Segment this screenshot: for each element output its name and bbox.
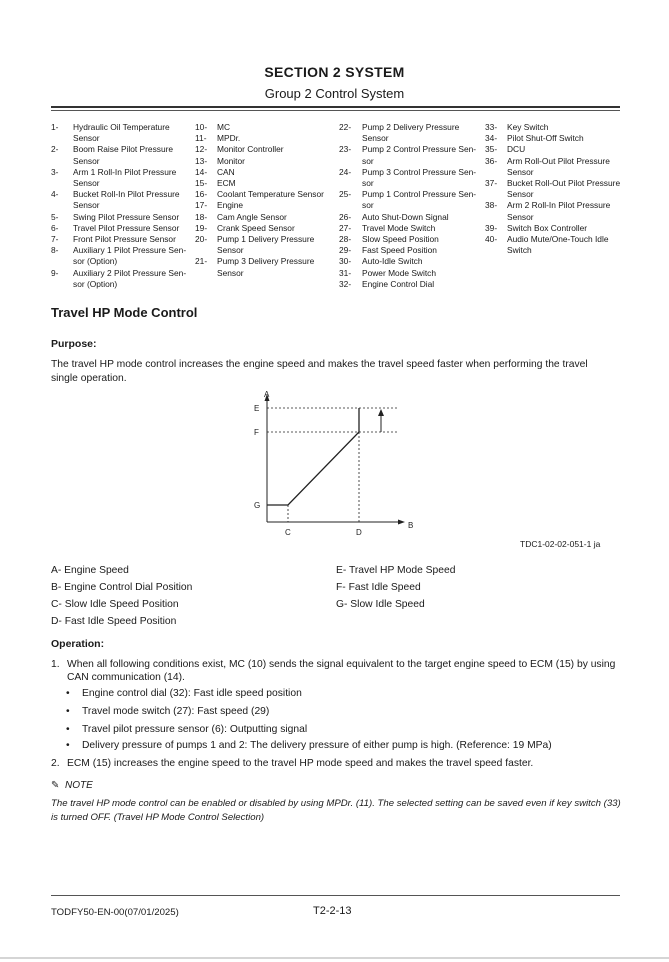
component-number: 22- — [339, 122, 352, 132]
note-text: The travel HP mode control can be enabled or disabled by using MPDr. (11). The selected setting can be saved even if key switch (33) is turned OFF. (Travel HP Mode Control Selection) — [51, 798, 621, 823]
component-number: 36- — [485, 155, 498, 166]
component-label: Auxiliary 1 Pilot Pressure Sen- sor (Option) — [73, 245, 187, 267]
component-number: 15- — [195, 178, 208, 189]
pencil-icon: ✎ — [51, 780, 60, 791]
component-label: Slow Speed Position — [362, 234, 439, 245]
component-number: 24- — [339, 166, 352, 177]
component-column-2 — [195, 122, 335, 279]
component-item — [339, 122, 479, 144]
component-number: 20- — [195, 234, 208, 245]
component-label: Monitor — [217, 155, 245, 166]
component-item — [485, 223, 626, 234]
component-label: Arm Roll-Out Pilot Pressure Sensor — [507, 155, 610, 177]
legend-item: E- Travel HP Mode Speed — [336, 565, 456, 576]
component-item — [195, 234, 335, 256]
component-label: ECM — [217, 178, 236, 189]
component-item — [339, 167, 479, 189]
component-label: Cam Angle Sensor — [217, 211, 287, 222]
note-heading: ✎ NOTE — [51, 780, 93, 791]
component-label: Pump 2 Control Pressure Sen- sor — [362, 144, 477, 166]
purpose-text: The travel HP mode control increases the engine speed and makes the travel speed faster when performing the travel single operation. — [51, 359, 588, 384]
increase-arrow-head — [378, 409, 384, 416]
component-label: Auxiliary 2 Pilot Pressure Sen- sor (Option) — [73, 267, 187, 289]
component-item — [339, 144, 479, 166]
component-label: Power Mode Switch — [362, 267, 437, 278]
component-label: Fast Speed Position — [362, 245, 437, 256]
component-label: Front Pilot Pressure Sensor — [73, 234, 176, 245]
component-item — [485, 144, 626, 155]
label-c: C — [285, 528, 291, 537]
component-item — [195, 256, 335, 278]
operation-label: Operation: — [51, 638, 105, 650]
document-code: TODFY50-EN-00(07/01/2025) — [51, 907, 179, 918]
component-item — [339, 223, 479, 234]
component-number: 7- — [51, 234, 59, 245]
purpose-label: Purpose: — [51, 338, 97, 350]
component-label: Hydraulic Oil Temperature Sensor — [73, 122, 170, 144]
section-title: SECTION 2 SYSTEM — [264, 64, 405, 80]
component-label: Arm 1 Roll-In Pilot Pressure Sensor — [73, 166, 177, 189]
legend-item: B- Engine Control Dial Position — [51, 582, 193, 593]
footer-rule — [51, 895, 620, 896]
component-number: 16- — [195, 189, 208, 200]
component-number: 35- — [485, 144, 498, 155]
component-item — [339, 245, 479, 256]
component-item — [51, 122, 191, 144]
component-number: 10- — [195, 122, 208, 132]
component-number: 9- — [51, 267, 59, 278]
legend-item: C- Slow Idle Speed Position — [51, 599, 179, 610]
component-number: 6- — [51, 222, 59, 233]
component-label: Bucket Roll-Out Pilot Pressure Sensor — [507, 178, 621, 200]
component-label: Travel Mode Switch — [362, 222, 436, 233]
legend-item: D- Fast Idle Speed Position — [51, 616, 177, 627]
component-label: Engine — [217, 200, 244, 211]
component-number: 32- — [339, 278, 352, 289]
header-rule-top — [51, 106, 620, 108]
component-label: Auto-Idle Switch — [362, 256, 423, 267]
component-label: DCU — [507, 144, 526, 155]
component-item — [51, 234, 191, 245]
component-label: MC — [217, 122, 231, 132]
component-item — [485, 156, 626, 178]
component-number: 18- — [195, 211, 208, 222]
label-g: G — [254, 501, 261, 510]
component-number: 8- — [51, 245, 59, 256]
component-label: MPDr. — [217, 133, 241, 144]
legend-item: F- Fast Idle Speed — [336, 582, 421, 593]
label-d: D — [356, 528, 362, 537]
label-b: B — [408, 521, 414, 530]
component-number: 14- — [195, 166, 208, 177]
component-number: 33- — [485, 122, 498, 132]
component-column-1 — [51, 122, 191, 290]
component-number: 2- — [51, 144, 59, 155]
component-item — [195, 133, 335, 144]
component-label: Crank Speed Sensor — [217, 222, 295, 233]
component-number: 28- — [339, 234, 352, 245]
component-column-3 — [339, 122, 479, 290]
component-number: 38- — [485, 200, 498, 211]
component-label: Arm 2 Roll-In Pilot Pressure Sensor — [507, 200, 611, 222]
component-number: 17- — [195, 200, 208, 211]
component-label: Audio Mute/One-Touch Idle Switch — [507, 234, 609, 256]
speed-curve — [267, 408, 359, 505]
component-item — [339, 268, 479, 279]
component-item — [339, 234, 479, 245]
component-item — [339, 279, 479, 290]
component-item — [51, 167, 191, 189]
legend-right — [336, 562, 455, 613]
legend-left — [51, 562, 192, 630]
component-item — [485, 133, 626, 144]
component-item — [339, 189, 479, 211]
condition-bullet: • Engine control dial (32): Fast idle speed position — [66, 688, 302, 699]
step-number: 1. — [51, 659, 60, 670]
component-label: Pump 1 Delivery Pressure Sensor — [217, 234, 315, 256]
component-label: Pump 2 Delivery Pressure Sensor — [362, 122, 460, 144]
component-number: 1- — [51, 122, 59, 132]
engine-speed-diagram — [249, 388, 419, 540]
component-item — [51, 245, 191, 267]
component-label: Engine Control Dial — [362, 278, 435, 289]
component-number: 26- — [339, 211, 352, 222]
component-item — [485, 122, 626, 133]
component-number: 31- — [339, 267, 352, 278]
component-number: 27- — [339, 222, 352, 233]
component-item — [485, 234, 626, 256]
component-item — [195, 178, 335, 189]
component-item — [485, 178, 626, 200]
component-item — [51, 268, 191, 290]
component-item — [51, 189, 191, 211]
component-label: Pump 3 Delivery Pressure Sensor — [217, 256, 315, 278]
component-item — [195, 200, 335, 211]
component-number: 13- — [195, 155, 208, 166]
component-label: Boom Raise Pilot Pressure Sensor — [73, 144, 174, 166]
component-item — [51, 212, 191, 223]
component-number: 39- — [485, 222, 498, 233]
legend-item: A- Engine Speed — [51, 565, 129, 576]
component-number: 19- — [195, 222, 208, 233]
component-item — [195, 212, 335, 223]
component-label: Key Switch — [507, 122, 549, 132]
step-number: 2. — [51, 758, 60, 769]
x-axis-arrow — [398, 520, 405, 525]
component-label: Pilot Shut-Off Switch — [507, 133, 584, 144]
page-number: T2-2-13 — [313, 905, 352, 917]
label-e: E — [254, 404, 260, 413]
component-item — [195, 223, 335, 234]
component-number: 5- — [51, 211, 59, 222]
component-item — [195, 156, 335, 167]
component-label: Switch Box Controller — [507, 222, 588, 233]
component-number: 40- — [485, 234, 498, 245]
label-f: F — [254, 428, 259, 437]
condition-bullet: • Travel pilot pressure sensor (6): Outputting signal — [66, 724, 308, 735]
step-text: When all following conditions exist, MC (10) sends the signal equivalent to the target engine speed to ECM (15) by using CAN communication (14). — [67, 659, 616, 683]
component-item — [51, 144, 191, 166]
component-number: 29- — [339, 245, 352, 256]
component-number: 21- — [195, 256, 208, 267]
component-number: 34- — [485, 133, 498, 144]
condition-bullet: • Delivery pressure of pumps 1 and 2: The delivery pressure of either pump is high. (Reference: 19 MPa) — [66, 740, 552, 751]
component-item — [485, 200, 626, 222]
legend-item: G- Slow Idle Speed — [336, 599, 425, 610]
component-column-4 — [485, 122, 626, 256]
component-item — [339, 256, 479, 267]
component-number: 37- — [485, 178, 498, 189]
component-label: Pump 1 Control Pressure Sen- sor — [362, 189, 477, 211]
component-item — [51, 223, 191, 234]
component-item — [195, 122, 335, 133]
label-a: A — [264, 390, 270, 399]
component-label: Swing Pilot Pressure Sensor — [73, 211, 180, 222]
condition-bullet: • Travel mode switch (27): Fast speed (29) — [66, 706, 270, 717]
component-number: 11- — [195, 133, 207, 144]
component-label: Coolant Temperature Sensor — [217, 189, 324, 200]
section-heading: Travel HP Mode Control — [51, 305, 198, 320]
component-label: CAN — [217, 166, 235, 177]
component-number: 12- — [195, 144, 208, 155]
component-number: 25- — [339, 189, 352, 200]
component-number: 4- — [51, 189, 59, 200]
page-edge — [0, 957, 669, 959]
component-item — [195, 144, 335, 155]
step-text: ECM (15) increases the engine speed to the travel HP mode speed and makes the travel speed faster. — [67, 758, 534, 769]
group-title: Group 2 Control System — [264, 86, 405, 101]
component-label: Bucket Roll-In Pilot Pressure Sensor — [73, 189, 180, 211]
component-item — [195, 167, 335, 178]
figure-id: TDC1-02-02-051-1 ja — [520, 539, 601, 549]
component-number: 3- — [51, 166, 59, 177]
component-label: Pump 3 Control Pressure Sen- sor — [362, 166, 477, 189]
header-rule-bottom — [51, 110, 620, 111]
component-item — [195, 189, 335, 200]
component-label: Travel Pilot Pressure Sensor — [73, 222, 180, 233]
component-list — [51, 122, 626, 294]
component-number: 23- — [339, 144, 352, 155]
component-label: Monitor Controller — [217, 144, 284, 155]
component-item — [339, 212, 479, 223]
component-number: 30- — [339, 256, 352, 267]
component-label: Auto Shut-Down Signal — [362, 211, 449, 222]
